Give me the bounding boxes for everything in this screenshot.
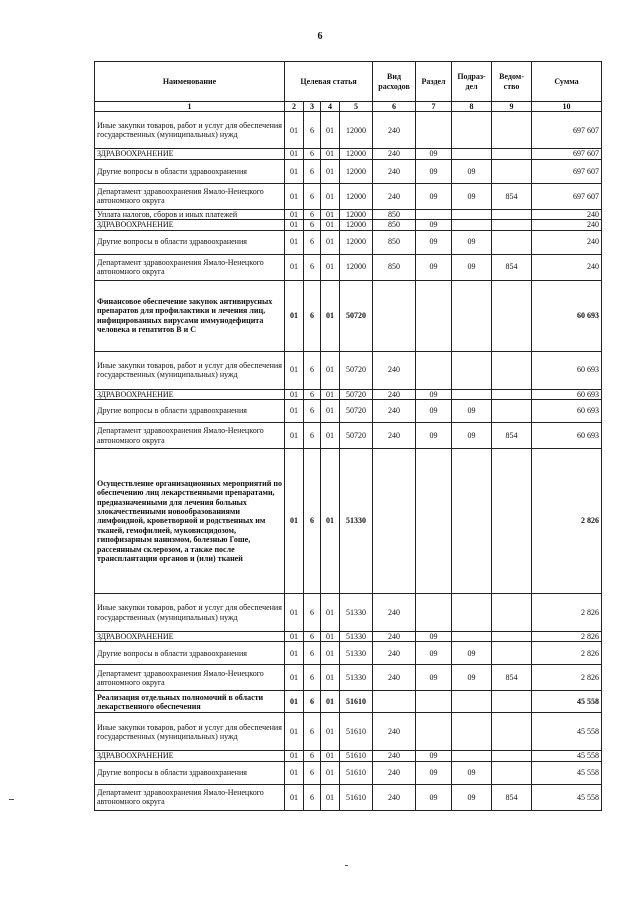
cell-subsection: 09	[452, 784, 492, 810]
cell-target-subprogram: 6	[304, 632, 321, 642]
cell-sum: 697 607	[532, 183, 602, 209]
cell-subsection: 09	[452, 642, 492, 665]
cell-department	[492, 594, 532, 632]
cell-target-main-event: 01	[321, 594, 340, 632]
cell-target-subprogram: 6	[304, 389, 321, 399]
cell-target-main-event: 01	[321, 351, 340, 389]
cell-target-direction: 51610	[340, 713, 373, 751]
cell-target-program: 01	[285, 209, 304, 219]
cell-target-subprogram: 6	[304, 280, 321, 351]
cell-target-main-event: 01	[321, 642, 340, 665]
cell-name: Другие вопросы в области здравоохранения	[95, 230, 285, 254]
table-row	[95, 713, 602, 751]
cell-target-program: 01	[285, 230, 304, 254]
cell-expense-type: 240	[373, 713, 416, 751]
cell-section: 09	[416, 423, 452, 449]
cell-name: Другие вопросы в области здравоохранения	[95, 642, 285, 665]
cell-department: 854	[492, 784, 532, 810]
cell-target-direction: 51610	[340, 751, 373, 761]
cell-target-main-event: 01	[321, 665, 340, 691]
cell-sum: 2 826	[532, 642, 602, 665]
cell-expense-type: 240	[373, 149, 416, 159]
cell-target-program: 01	[285, 691, 304, 713]
column-number: 6	[373, 102, 416, 112]
cell-subsection	[452, 389, 492, 399]
column-number: 10	[532, 102, 602, 112]
cell-department	[492, 230, 532, 254]
cell-target-subprogram: 6	[304, 400, 321, 423]
cell-name: ЗДРАВООХРАНЕНИЕ	[95, 632, 285, 642]
cell-target-program: 01	[285, 280, 304, 351]
table-row	[95, 642, 602, 665]
table-row	[95, 400, 602, 423]
cell-expense-type	[373, 280, 416, 351]
cell-subsection	[452, 594, 492, 632]
cell-expense-type: 240	[373, 400, 416, 423]
cell-subsection	[452, 351, 492, 389]
cell-expense-type: 850	[373, 230, 416, 254]
cell-expense-type	[373, 691, 416, 713]
cell-sum: 2 826	[532, 594, 602, 632]
cell-sum: 45 558	[532, 691, 602, 713]
cell-expense-type: 240	[373, 351, 416, 389]
cell-subsection: 09	[452, 423, 492, 449]
cell-department: 854	[492, 423, 532, 449]
cell-name: Иные закупки товаров, работ и услуг для обеспечения государственных (муниципальных) нужд	[95, 112, 285, 149]
cell-department	[492, 449, 532, 594]
cell-name: Другие вопросы в области здравоохранения	[95, 761, 285, 784]
table-row	[95, 449, 602, 594]
cell-section	[416, 112, 452, 149]
cell-target-program: 01	[285, 389, 304, 399]
cell-name: Департамент здравоохранения Ямало-Ненецкого автономного округа	[95, 423, 285, 449]
cell-target-direction: 51610	[340, 691, 373, 713]
cell-target-main-event: 01	[321, 691, 340, 713]
cell-target-subprogram: 6	[304, 784, 321, 810]
cell-expense-type: 240	[373, 183, 416, 209]
column-number: 1	[95, 102, 285, 112]
cell-subsection: 09	[452, 230, 492, 254]
cell-target-main-event: 01	[321, 254, 340, 280]
cell-target-program: 01	[285, 400, 304, 423]
cell-target-subprogram: 6	[304, 351, 321, 389]
cell-department	[492, 691, 532, 713]
table-row	[95, 691, 602, 713]
cell-target-subprogram: 6	[304, 149, 321, 159]
cell-department	[492, 389, 532, 399]
cell-name: Другие вопросы в области здравоохранения	[95, 400, 285, 423]
cell-sum: 60 693	[532, 389, 602, 399]
cell-name: Финансовое обеспечение закупок антивирусных препаратов для профилактики и лечения лиц, инфицированных вирусами иммунодефицита человека и гепатитов В и С	[95, 280, 285, 351]
cell-section: 09	[416, 642, 452, 665]
cell-target-program: 01	[285, 594, 304, 632]
cell-section: 09	[416, 784, 452, 810]
cell-department	[492, 642, 532, 665]
cell-name: Департамент здравоохранения Ямало-Ненецкого автономного округа	[95, 183, 285, 209]
cell-target-main-event: 01	[321, 183, 340, 209]
cell-target-direction: 12000	[340, 209, 373, 219]
cell-target-subprogram: 6	[304, 209, 321, 219]
table-row	[95, 761, 602, 784]
cell-subsection	[452, 713, 492, 751]
table-row	[95, 665, 602, 691]
cell-expense-type: 240	[373, 159, 416, 183]
cell-target-main-event: 01	[321, 632, 340, 642]
cell-target-direction: 12000	[340, 112, 373, 149]
cell-target-subprogram: 6	[304, 423, 321, 449]
cell-name: Департамент здравоохранения Ямало-Ненецкого автономного округа	[95, 254, 285, 280]
cell-name: Другие вопросы в области здравоохранения	[95, 159, 285, 183]
column-number-row	[95, 102, 602, 112]
cell-target-direction: 12000	[340, 149, 373, 159]
cell-target-program: 01	[285, 665, 304, 691]
cell-department: 854	[492, 254, 532, 280]
column-number: 7	[416, 102, 452, 112]
cell-target-program: 01	[285, 751, 304, 761]
table-body	[95, 112, 602, 810]
table-row	[95, 149, 602, 159]
table-row	[95, 280, 602, 351]
cell-name: Реализация отдельных полномочий в области лекарственного обеспечения	[95, 691, 285, 713]
cell-target-program: 01	[285, 761, 304, 784]
cell-expense-type: 240	[373, 665, 416, 691]
cell-sum: 2 826	[532, 449, 602, 594]
cell-expense-type: 240	[373, 112, 416, 149]
cell-expense-type: 850	[373, 220, 416, 230]
cell-subsection: 09	[452, 254, 492, 280]
cell-expense-type: 240	[373, 761, 416, 784]
cell-section: 09	[416, 751, 452, 761]
cell-expense-type	[373, 449, 416, 594]
cell-sum: 240	[532, 209, 602, 219]
cell-target-subprogram: 6	[304, 642, 321, 665]
cell-target-subprogram: 6	[304, 713, 321, 751]
cell-name: Осуществление организационных мероприятий по обеспечению лиц лекарственными препаратами, предназначенными для лечения больных злокачественными новообразованиями лимфоидной, кроветворной и родственных им тканей, гемофилией, муковисцидозом, гипофизарным нанизмом, болезнью Гоше, рассеянным склерозом, а также после трансплантации органов и (или) тканей	[95, 449, 285, 594]
column-number: 4	[321, 102, 340, 112]
table-row	[95, 632, 602, 642]
cell-expense-type: 240	[373, 594, 416, 632]
cell-section	[416, 713, 452, 751]
table-row	[95, 351, 602, 389]
cell-expense-type: 240	[373, 632, 416, 642]
scan-mark	[9, 799, 14, 800]
cell-sum: 60 693	[532, 280, 602, 351]
cell-subsection	[452, 209, 492, 219]
cell-name: Уплата налогов, сборов и иных платежей	[95, 209, 285, 219]
cell-target-direction: 51330	[340, 632, 373, 642]
cell-department	[492, 220, 532, 230]
cell-target-main-event: 01	[321, 449, 340, 594]
cell-target-subprogram: 6	[304, 112, 321, 149]
cell-sum: 2 826	[532, 632, 602, 642]
cell-section: 09	[416, 220, 452, 230]
cell-expense-type: 240	[373, 642, 416, 665]
cell-target-main-event: 01	[321, 784, 340, 810]
cell-target-direction: 50720	[340, 400, 373, 423]
cell-target-main-event: 01	[321, 149, 340, 159]
cell-subsection	[452, 112, 492, 149]
cell-sum: 240	[532, 230, 602, 254]
cell-target-main-event: 01	[321, 761, 340, 784]
table-row	[95, 220, 602, 230]
cell-target-subprogram: 6	[304, 254, 321, 280]
cell-target-program: 01	[285, 713, 304, 751]
cell-subsection	[452, 691, 492, 713]
page-number: 6	[317, 31, 323, 42]
cell-name: Департамент здравоохранения Ямало-Ненецкого автономного округа	[95, 665, 285, 691]
cell-subsection: 09	[452, 761, 492, 784]
cell-target-subprogram: 6	[304, 449, 321, 594]
cell-sum: 60 693	[532, 351, 602, 389]
cell-target-direction: 50720	[340, 280, 373, 351]
cell-department	[492, 632, 532, 642]
cell-section: 09	[416, 149, 452, 159]
cell-section: 09	[416, 761, 452, 784]
cell-section: 09	[416, 230, 452, 254]
cell-department	[492, 149, 532, 159]
cell-section: 09	[416, 183, 452, 209]
cell-target-subprogram: 6	[304, 751, 321, 761]
cell-section: 09	[416, 254, 452, 280]
cell-name: ЗДРАВООХРАНЕНИЕ	[95, 751, 285, 761]
cell-department	[492, 713, 532, 751]
table-row	[95, 183, 602, 209]
cell-target-program: 01	[285, 149, 304, 159]
cell-target-main-event: 01	[321, 209, 340, 219]
cell-name: Иные закупки товаров, работ и услуг для обеспечения государственных (муниципальных) нужд	[95, 351, 285, 389]
cell-target-direction: 12000	[340, 159, 373, 183]
table-row	[95, 751, 602, 761]
cell-target-main-event: 01	[321, 751, 340, 761]
cell-department	[492, 209, 532, 219]
cell-sum: 45 558	[532, 784, 602, 810]
cell-subsection: 09	[452, 183, 492, 209]
cell-department: 854	[492, 665, 532, 691]
cell-target-program: 01	[285, 642, 304, 665]
cell-section	[416, 691, 452, 713]
cell-sum: 697 607	[532, 159, 602, 183]
cell-target-direction: 50720	[340, 389, 373, 399]
cell-department	[492, 280, 532, 351]
cell-target-subprogram: 6	[304, 230, 321, 254]
column-number: 3	[304, 102, 321, 112]
cell-expense-type: 850	[373, 254, 416, 280]
cell-sum: 2 826	[532, 665, 602, 691]
cell-target-subprogram: 6	[304, 594, 321, 632]
cell-target-main-event: 01	[321, 400, 340, 423]
cell-subsection	[452, 751, 492, 761]
cell-subsection	[452, 220, 492, 230]
header-section: Раздел	[416, 62, 452, 102]
budget-table	[94, 61, 602, 811]
cell-target-main-event: 01	[321, 423, 340, 449]
cell-expense-type: 240	[373, 751, 416, 761]
cell-section: 09	[416, 400, 452, 423]
cell-target-main-event: 01	[321, 713, 340, 751]
cell-expense-type: 240	[373, 389, 416, 399]
cell-target-program: 01	[285, 112, 304, 149]
cell-sum: 240	[532, 254, 602, 280]
cell-target-direction: 51330	[340, 665, 373, 691]
cell-subsection: 09	[452, 665, 492, 691]
cell-name: Иные закупки товаров, работ и услуг для обеспечения государственных (муниципальных) нужд	[95, 594, 285, 632]
cell-sum: 45 558	[532, 761, 602, 784]
cell-target-direction: 50720	[340, 423, 373, 449]
cell-section	[416, 449, 452, 594]
cell-target-direction: 12000	[340, 183, 373, 209]
cell-target-program: 01	[285, 632, 304, 642]
cell-section: 09	[416, 632, 452, 642]
cell-section: 09	[416, 389, 452, 399]
cell-name: ЗДРАВООХРАНЕНИЕ	[95, 220, 285, 230]
cell-section	[416, 280, 452, 351]
cell-sum: 45 558	[532, 751, 602, 761]
cell-target-main-event: 01	[321, 280, 340, 351]
cell-department	[492, 351, 532, 389]
cell-subsection: 09	[452, 159, 492, 183]
table-header-row	[95, 62, 602, 102]
cell-name: ЗДРАВООХРАНЕНИЕ	[95, 389, 285, 399]
cell-department	[492, 159, 532, 183]
cell-section: 09	[416, 665, 452, 691]
cell-expense-type: 240	[373, 423, 416, 449]
cell-target-program: 01	[285, 183, 304, 209]
cell-sum: 697 607	[532, 149, 602, 159]
cell-target-program: 01	[285, 449, 304, 594]
header-name: Наименование	[95, 62, 285, 102]
cell-section: 09	[416, 159, 452, 183]
cell-target-subprogram: 6	[304, 183, 321, 209]
cell-subsection	[452, 280, 492, 351]
table-row	[95, 389, 602, 399]
cell-target-subprogram: 6	[304, 159, 321, 183]
table-row	[95, 159, 602, 183]
header-sum: Сумма	[532, 62, 602, 102]
cell-target-direction: 51330	[340, 594, 373, 632]
table-row	[95, 254, 602, 280]
cell-expense-type: 850	[373, 209, 416, 219]
cell-sum: 45 558	[532, 713, 602, 751]
cell-target-program: 01	[285, 159, 304, 183]
cell-subsection	[452, 632, 492, 642]
header-subsection: Подраз-дел	[452, 62, 492, 102]
cell-section	[416, 351, 452, 389]
cell-subsection: 09	[452, 400, 492, 423]
cell-target-main-event: 01	[321, 389, 340, 399]
column-number: 9	[492, 102, 532, 112]
cell-target-subprogram: 6	[304, 761, 321, 784]
cell-sum: 60 693	[532, 423, 602, 449]
table-row	[95, 112, 602, 149]
table-row	[95, 784, 602, 810]
table-row	[95, 594, 602, 632]
cell-target-main-event: 01	[321, 220, 340, 230]
cell-target-subprogram: 6	[304, 220, 321, 230]
cell-target-direction: 12000	[340, 230, 373, 254]
column-number: 2	[285, 102, 304, 112]
cell-name: Иные закупки товаров, работ и услуг для обеспечения государственных (муниципальных) нужд	[95, 713, 285, 751]
column-number: 8	[452, 102, 492, 112]
cell-target-direction: 51330	[340, 642, 373, 665]
cell-sum: 240	[532, 220, 602, 230]
cell-department	[492, 751, 532, 761]
cell-target-main-event: 01	[321, 112, 340, 149]
cell-department	[492, 112, 532, 149]
cell-target-program: 01	[285, 784, 304, 810]
cell-target-subprogram: 6	[304, 691, 321, 713]
table-row	[95, 230, 602, 254]
cell-target-main-event: 01	[321, 230, 340, 254]
cell-subsection	[452, 149, 492, 159]
header-target-article: Целевая статья	[285, 62, 373, 102]
cell-department	[492, 761, 532, 784]
header-department: Ведом-ство	[492, 62, 532, 102]
cell-target-program: 01	[285, 220, 304, 230]
table-row	[95, 209, 602, 219]
cell-subsection	[452, 449, 492, 594]
cell-department	[492, 400, 532, 423]
cell-target-direction: 12000	[340, 220, 373, 230]
cell-name: ЗДРАВООХРАНЕНИЕ	[95, 149, 285, 159]
cell-target-direction: 51610	[340, 784, 373, 810]
cell-target-direction: 51330	[340, 449, 373, 594]
cell-expense-type: 240	[373, 784, 416, 810]
cell-department: 854	[492, 183, 532, 209]
column-number: 5	[340, 102, 373, 112]
cell-target-direction: 51610	[340, 761, 373, 784]
cell-target-program: 01	[285, 423, 304, 449]
cell-name: Департамент здравоохранения Ямало-Ненецкого автономного округа	[95, 784, 285, 810]
cell-section	[416, 594, 452, 632]
cell-target-program: 01	[285, 351, 304, 389]
scan-mark	[345, 865, 348, 866]
header-expense-type: Вид расходов	[373, 62, 416, 102]
cell-sum: 697 607	[532, 112, 602, 149]
cell-target-subprogram: 6	[304, 665, 321, 691]
cell-target-main-event: 01	[321, 159, 340, 183]
cell-target-direction: 50720	[340, 351, 373, 389]
cell-section	[416, 209, 452, 219]
cell-target-direction: 12000	[340, 254, 373, 280]
cell-sum: 60 693	[532, 400, 602, 423]
cell-target-program: 01	[285, 254, 304, 280]
table-row	[95, 423, 602, 449]
